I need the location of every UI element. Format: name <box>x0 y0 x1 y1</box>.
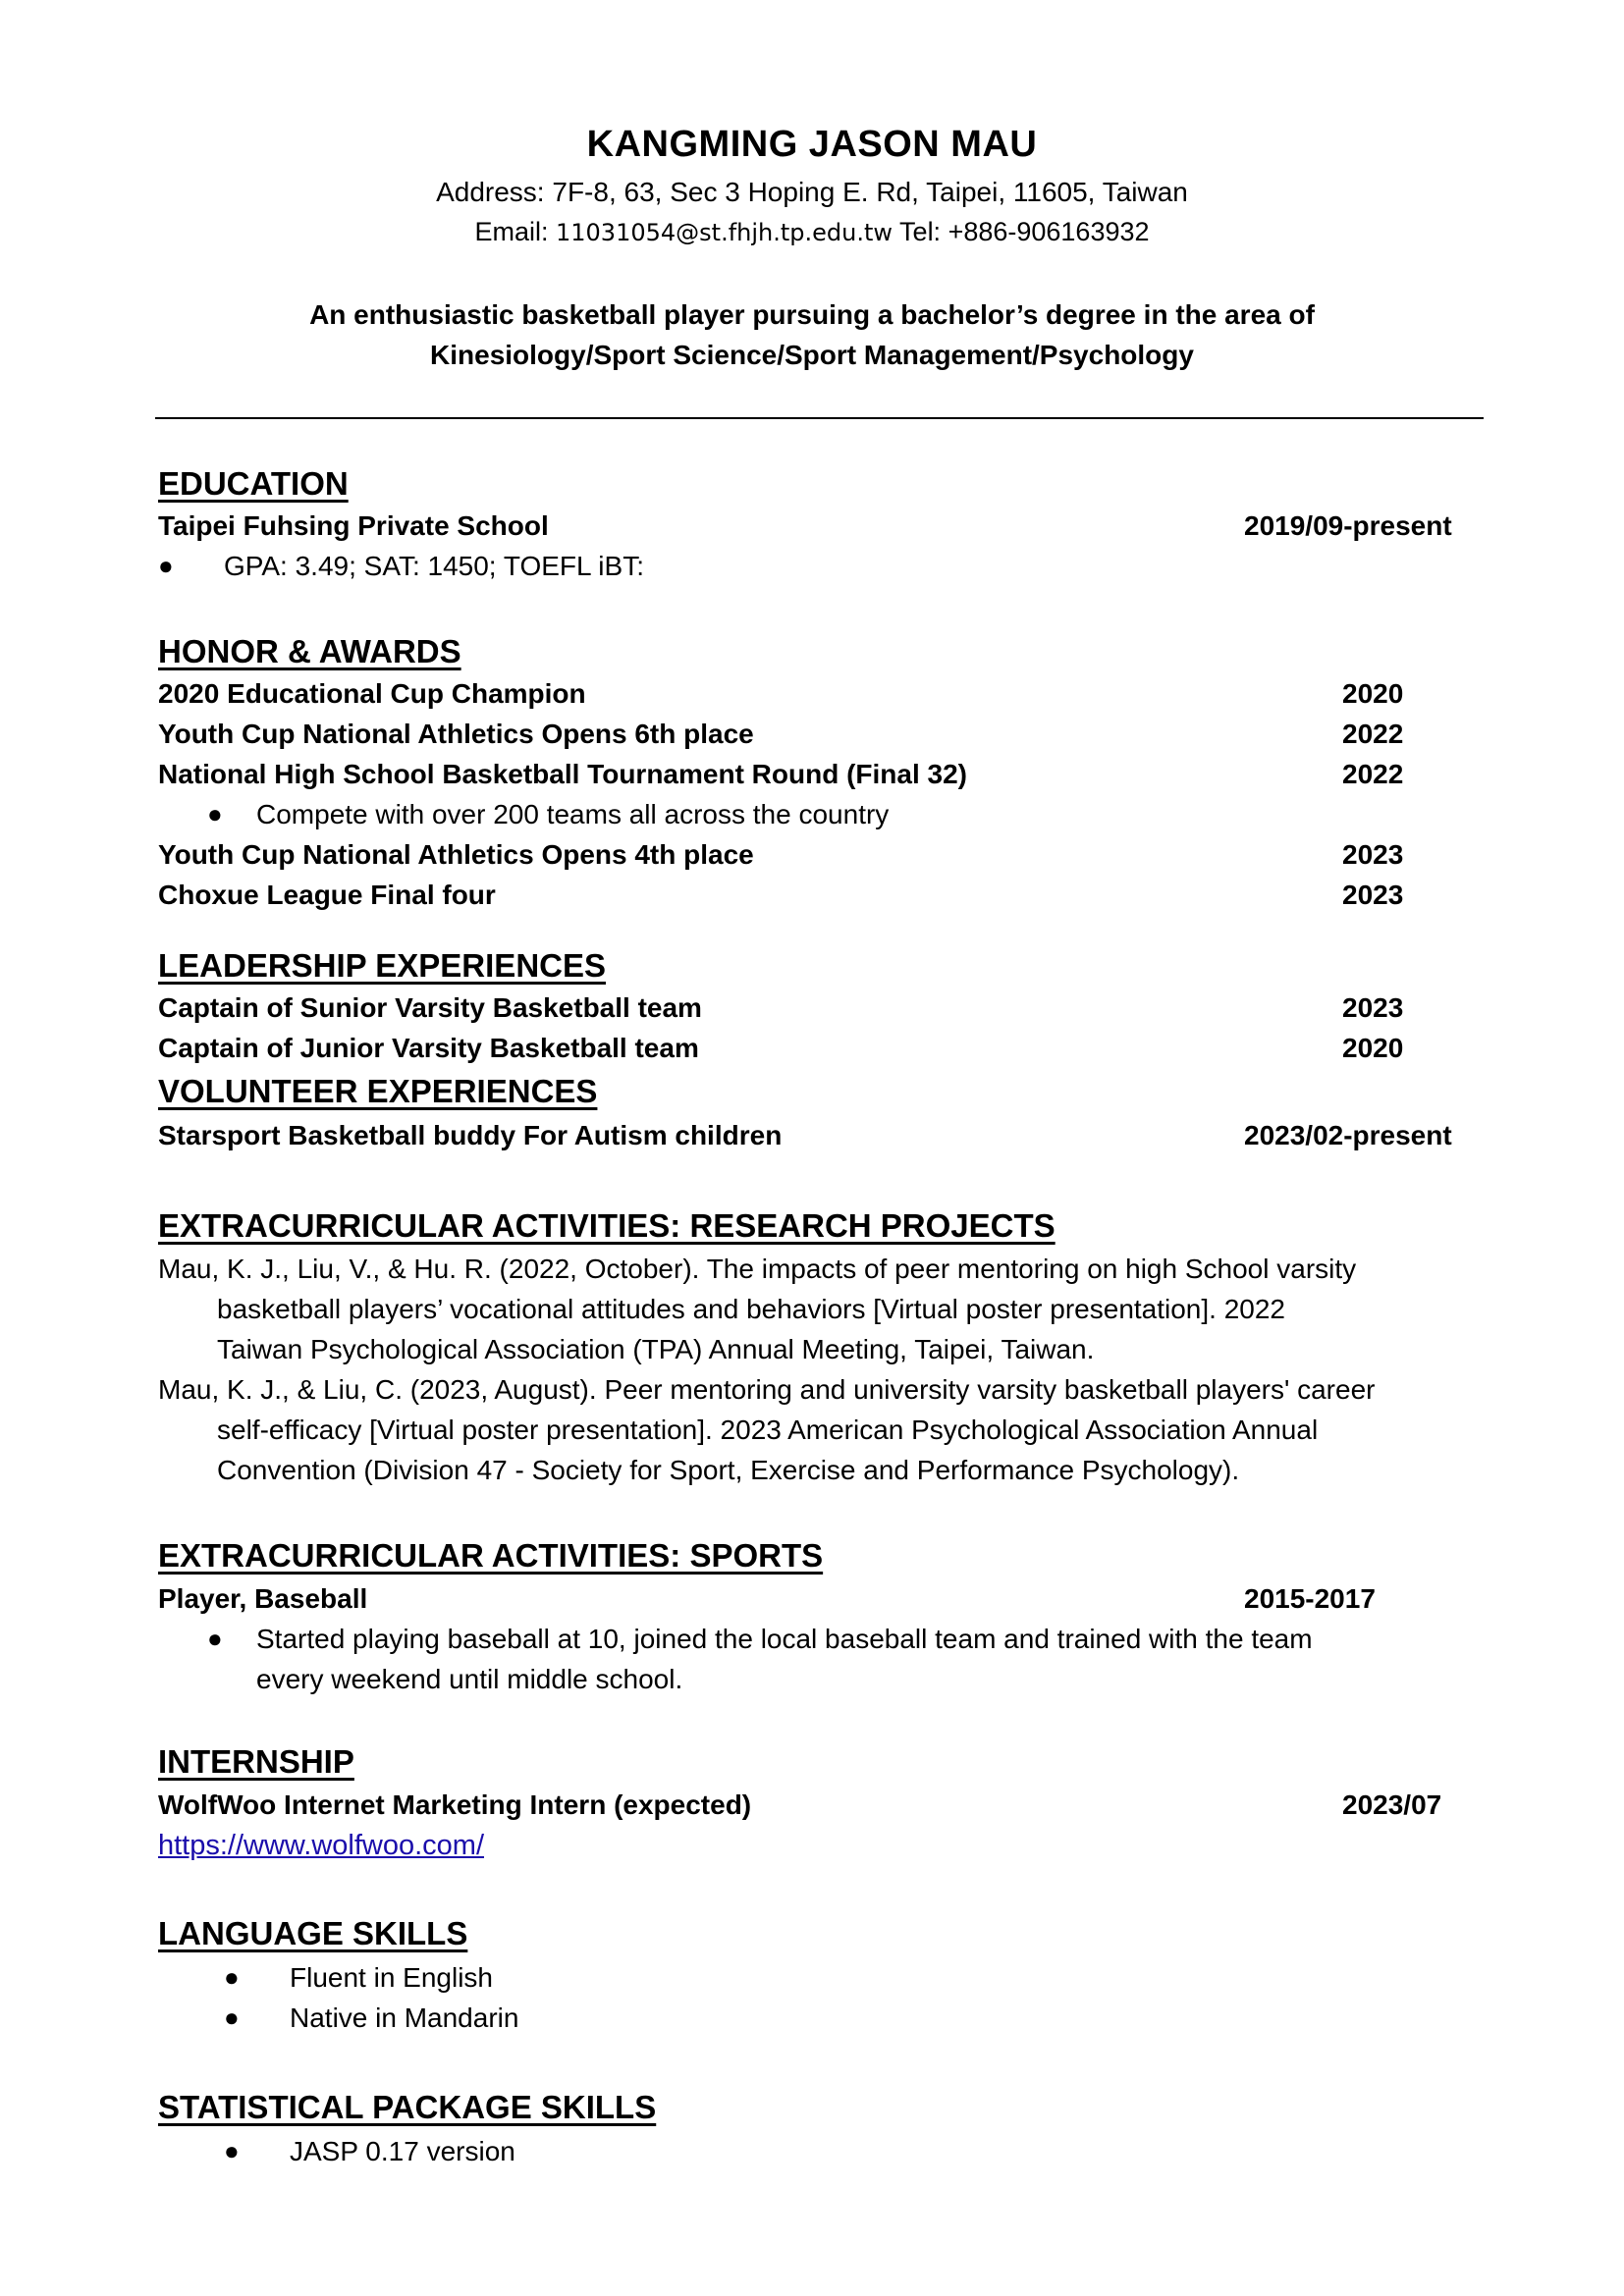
leadership-date: 2020 <box>1342 1033 1404 1063</box>
sports-item: Player, Baseball <box>158 1583 368 1614</box>
honor-item: Youth Cup National Athletics Opens 6th place <box>158 719 754 749</box>
volunteer-item: Starsport Basketball buddy For Autism children <box>158 1120 783 1150</box>
address: Address: 7F-8, 63, Sec 3 Hoping E. Rd, Taipei, 11605, Taiwan <box>436 177 1188 207</box>
sports-detail: Started playing baseball at 10, joined the local baseball team and trained with the team <box>256 1624 1313 1654</box>
volunteer-date: 2023/02-present <box>1244 1120 1452 1150</box>
honor-date: 2022 <box>1342 719 1404 749</box>
language-item: Fluent in English <box>290 1962 494 1993</box>
leadership-item: Captain of Sunior Varsity Basketball team <box>158 992 702 1023</box>
sports-date: 2015-2017 <box>1244 1583 1376 1614</box>
bullet: ● <box>158 551 174 580</box>
phone-number: Tel: +886-906163932 <box>899 217 1150 246</box>
leadership-item: Captain of Junior Varsity Basketball team <box>158 1033 699 1063</box>
stats-item: JASP 0.17 version <box>290 2136 515 2166</box>
reference-line: Mau, K. J., & Liu, C. (2023, August). Peer mentoring and university varsity basketball players' career <box>158 1374 1376 1405</box>
honors-heading: HONOR & AWARDS <box>158 633 461 669</box>
honor-date: 2023 <box>1342 839 1404 870</box>
sports-detail: every weekend until middle school. <box>256 1664 683 1694</box>
reference-line: Convention (Division 47 - Society for Sport, Exercise and Performance Psychology). <box>217 1455 1240 1485</box>
internship-item: WolfWoo Internet Marketing Intern (expected) <box>158 1789 752 1820</box>
email-label: Email: <box>474 217 549 246</box>
education-heading: EDUCATION <box>158 465 349 502</box>
reference-line: Mau, K. J., Liu, V., & Hu. R. (2022, October). The impacts of peer mentoring on high School varsity <box>158 1254 1357 1284</box>
bullet: ● <box>207 799 223 828</box>
honor-item: National High School Basketball Tournament Round (Final 32) <box>158 759 967 789</box>
contact-line <box>0 217 1624 247</box>
summary-line: Kinesiology/Sport Science/Sport Management/Psychology <box>430 340 1194 370</box>
education-date: 2019/09-present <box>1244 510 1452 541</box>
honor-date: 2020 <box>1342 678 1404 709</box>
honor-date: 2023 <box>1342 880 1404 910</box>
education-school: Taipei Fuhsing Private School <box>158 510 549 541</box>
honor-date: 2022 <box>1342 759 1404 789</box>
reference-line: self-efficacy [Virtual poster presentation]. 2023 American Psychological Association Annual <box>217 1415 1319 1445</box>
internship-heading: INTERNSHIP <box>158 1743 354 1780</box>
reference-line: Taiwan Psychological Association (TPA) Annual Meeting, Taipei, Taiwan. <box>217 1334 1095 1364</box>
bullet: ● <box>224 2136 240 2165</box>
bullet: ● <box>207 1624 223 1653</box>
bullet: ● <box>224 1962 240 1992</box>
volunteer-heading: VOLUNTEER EXPERIENCES <box>158 1073 598 1109</box>
honor-item: Youth Cup National Athletics Opens 4th place <box>158 839 754 870</box>
internship-date: 2023/07 <box>1342 1789 1442 1820</box>
research-heading: EXTRACURRICULAR ACTIVITIES: RESEARCH PROJECTS <box>158 1207 1056 1244</box>
internship-link[interactable]: https://www.wolfwoo.com/ <box>158 1830 484 1861</box>
language-heading: LANGUAGE SKILLS <box>158 1915 468 1951</box>
reference-line: basketball players’ vocational attitudes and behaviors [Virtual poster presentation]. 2022 <box>217 1294 1286 1324</box>
honor-sub-detail: Compete with over 200 teams all across the country <box>256 799 890 829</box>
objective-summary <box>0 294 1624 375</box>
sports-heading: EXTRACURRICULAR ACTIVITIES: SPORTS <box>158 1537 824 1574</box>
language-item: Native in Mandarin <box>290 2002 519 2033</box>
header-divider <box>155 417 1484 419</box>
honor-item: Choxue League Final four <box>158 880 496 910</box>
leadership-date: 2023 <box>1342 992 1404 1023</box>
stats-heading: STATISTICAL PACKAGE SKILLS <box>158 2089 657 2125</box>
leadership-heading: LEADERSHIP EXPERIENCES <box>158 947 607 984</box>
bullet: ● <box>224 2002 240 2032</box>
email-address: 11031054@st.fhjh.tp.edu.tw <box>556 219 893 246</box>
education-detail: GPA: 3.49; SAT: 1450; TOEFL iBT: <box>224 551 644 581</box>
honor-item: 2020 Educational Cup Champion <box>158 678 586 709</box>
summary-line: An enthusiastic basketball player pursuing a bachelor’s degree in the area of <box>309 299 1315 330</box>
resume-name: KANGMING JASON MAU <box>586 124 1038 165</box>
